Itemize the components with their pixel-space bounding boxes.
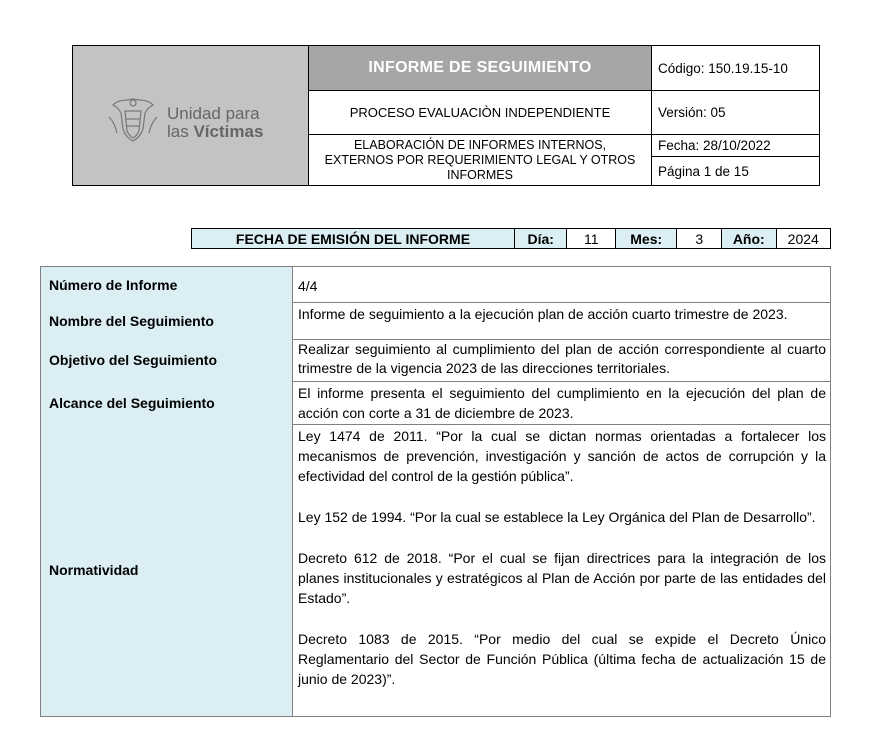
row-label: Objetivo del Seguimiento bbox=[41, 339, 293, 381]
page-number: Página 1 de 15 bbox=[658, 163, 749, 179]
logo-cell bbox=[73, 46, 309, 185]
regulation-paragraph: Decreto 612 de 2018. “Por el cual se fijan directrices para la integración de los planes institucionales y estratégicos al Plan de Acción por parte de las entidades del Estado”. bbox=[298, 550, 826, 606]
table-row bbox=[41, 302, 830, 340]
logo-line-2-prefix: las bbox=[167, 122, 194, 141]
table-row bbox=[41, 267, 830, 303]
row-value bbox=[293, 424, 830, 716]
regulation-paragraph: Ley 1474 de 2011. “Por la cual se dictan normas orientadas a fortalecer los mecanismos de prevención, investigación y sanción de actos de corrupción y la efectividad del control de la gestión pública”. bbox=[298, 428, 826, 484]
document-date: Fecha: 28/10/2022 bbox=[652, 135, 819, 157]
subprocess-name: ELABORACIÓN DE INFORMES INTERNOS, EXTERNOS POR REQUERIMIENTO LEGAL Y OTROS INFORMES bbox=[309, 135, 652, 185]
document-code: Código: 150.19.15-10 bbox=[652, 46, 819, 91]
document-header bbox=[72, 45, 820, 186]
logo-text bbox=[167, 105, 263, 141]
month-value: 3 bbox=[677, 229, 722, 248]
regulation-paragraph: Decreto 1083 de 2015. “Por medio del cual se expide el Decreto Único Reglamentario del Sector de Función Pública (última fecha de actualización 15 de junio de 2023)”. bbox=[298, 631, 826, 687]
row-label: Nombre del Seguimiento bbox=[41, 302, 293, 339]
day-value: 11 bbox=[567, 229, 616, 248]
emission-label: FECHA DE EMISIÓN DEL INFORME bbox=[192, 229, 515, 248]
year-value: 2024 bbox=[787, 230, 819, 247]
table-row bbox=[41, 424, 830, 716]
logo-line-2 bbox=[167, 123, 263, 141]
month-label: Mes: bbox=[616, 229, 677, 248]
process-name: PROCESO EVALUACIÒN INDEPENDIENTE bbox=[309, 91, 652, 135]
report-info-table bbox=[40, 266, 831, 717]
row-label: Número de Informe bbox=[41, 267, 293, 302]
row-value: 4/4 bbox=[298, 277, 318, 294]
coat-of-arms-icon bbox=[105, 95, 161, 143]
regulation-paragraph: Ley 152 de 1994. “Por la cual se establece la Ley Orgánica del Plan de Desarrollo”. bbox=[298, 509, 816, 525]
emission-date-row bbox=[191, 228, 831, 249]
row-label: Normatividad bbox=[41, 424, 293, 716]
row-value: Informe de seguimiento a la ejecución plan de acción cuarto trimestre de 2023. bbox=[298, 306, 788, 322]
logo-line-1: Unidad para bbox=[167, 104, 260, 123]
day-label: Día: bbox=[515, 229, 568, 248]
report-title: INFORME DE SEGUIMIENTO bbox=[309, 46, 652, 91]
year-label: Año: bbox=[722, 229, 776, 248]
row-value: El informe presenta el seguimiento del cumplimiento en la ejecución del plan de acción con corte a 31 de diciembre de 2023. bbox=[298, 385, 826, 421]
logo-line-2-bold: Víctimas bbox=[193, 122, 264, 141]
table-row bbox=[41, 339, 830, 382]
row-label: Alcance del Seguimiento bbox=[41, 381, 293, 424]
table-row bbox=[41, 381, 830, 425]
row-value: Realizar seguimiento al cumplimiento del plan de acción correspondiente al cuarto trimestre de la vigencia 2023 de las direcciones territoriales. bbox=[298, 341, 826, 376]
document-version: Versión: 05 bbox=[652, 91, 819, 135]
